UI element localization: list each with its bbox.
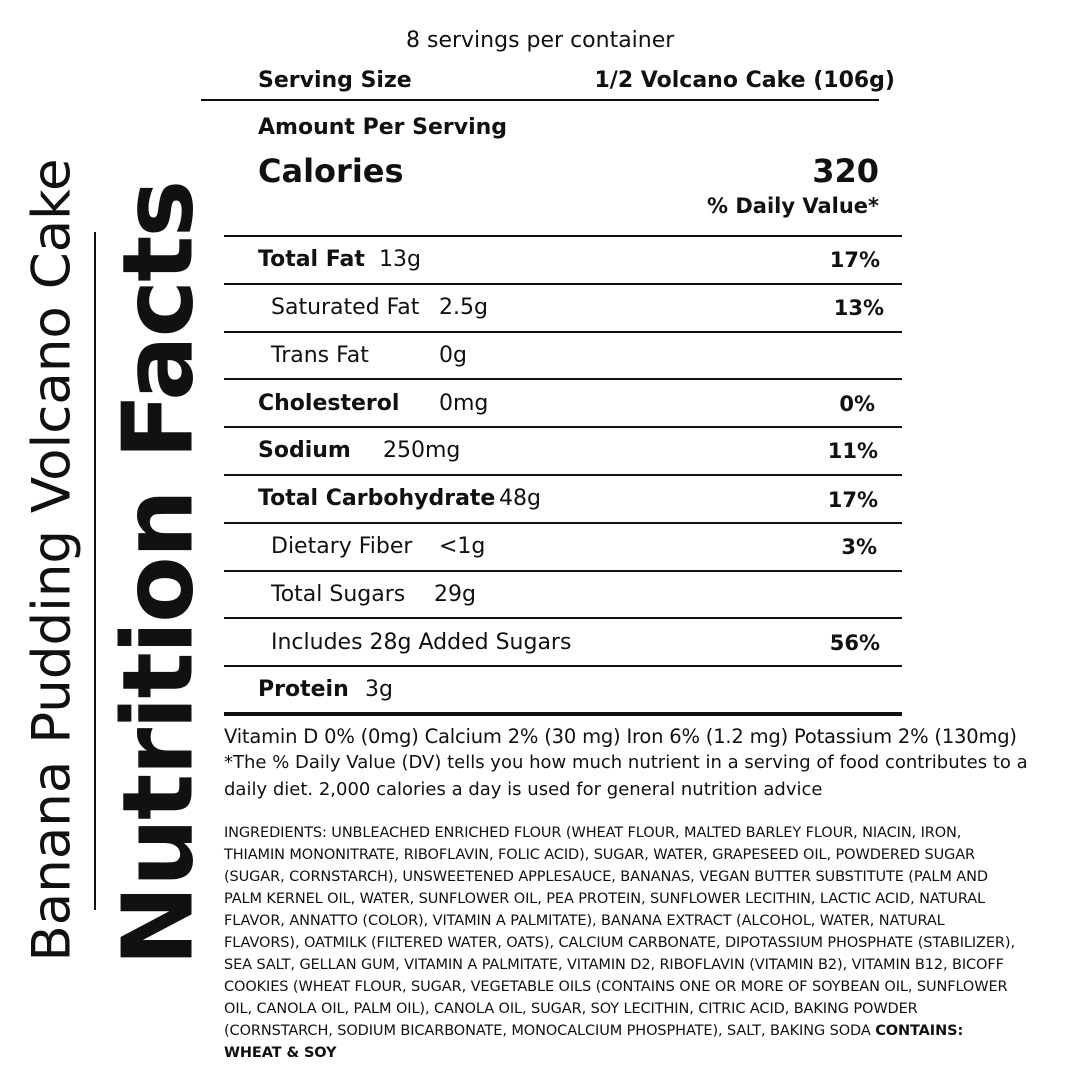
nutrient-daily-value: 0%	[839, 392, 875, 416]
nutrient-daily-value: 56%	[829, 631, 880, 655]
nutrient-daily-value: 3%	[841, 535, 877, 559]
nutrient-name: Trans Fat	[271, 343, 369, 368]
row-rule	[224, 426, 902, 428]
nutrient-daily-value: 13%	[833, 296, 884, 320]
serving-size-label: Serving Size	[258, 68, 412, 93]
row-rule	[224, 570, 902, 572]
daily-value-footnote-line2: daily diet. 2,000 calories a day is used for general nutrition advice	[224, 779, 823, 800]
nutrient-amount: 250mg	[383, 438, 461, 463]
row-rule	[224, 665, 902, 667]
vitamins-minerals: Vitamin D 0% (0mg) Calcium 2% (30 mg) Iron 6% (1.2 mg) Potassium 2% (130mg)	[224, 725, 1017, 748]
nutrient-name: Dietary Fiber	[271, 534, 413, 559]
ingredients-text: INGREDIENTS: UNBLEACHED ENRICHED FLOUR (WHEAT FLOUR, MALTED BARLEY FLOUR, NIACIN, IRON, THIAMIN MONONITRATE, RIBOFLAVIN, FOLIC ACID), SUGAR, WATER, GRAPESEED OIL, POWDERED SUGAR (SUGAR, CORNSTARCH), UNSWEETENED APPLESAUCE, BANANAS, VEGAN BUTTER SUBSTITUTE (PALM AND PALM KERNEL OIL, WATER, SUNFLOWER OIL, PEA PROTEIN, SUNFLOWER LECITHIN, LACTIC ACID, NATURAL FLAVOR, ANNATTO (COLOR), VITAMIN A PALMITATE), BANANA EXTRACT (ALCOHOL, WATER, NATURAL FLAVORS), OATMILK (FILTERED WATER, OATS), CALCIUM CARBONATE, DIPOTASSIUM PHOSPHATE (STABILIZER), SEA SALT, GELLAN GUM, VITAMIN A PALMITATE, VITAMIN D2, RIBOFLAVIN (VITAMIN B2), VITAMIN B12, BICOFF COOKIES (WHEAT FLOUR, SUGAR, VEGETABLE OILS (CONTAINS ONE OR MORE OF SOYBEAN OIL, SUNFLOWER OIL, CANOLA OIL, PALM OIL), CANOLA OIL, SUGAR, SOY LECITHIN, CITRIC ACID, BAKING POWDER (CORNSTARCH, SODIUM BICARBONATE, MONOCALCIUM PHOSPHATE), SALT, BAKING SODA	[224, 825, 1015, 1039]
nutrient-name: Cholesterol	[258, 391, 400, 416]
row-rule	[224, 522, 902, 524]
nutrient-name: Includes 28g Added Sugars	[271, 630, 572, 655]
row-rule	[224, 617, 902, 619]
row-rule	[224, 474, 902, 476]
row-rule	[224, 283, 902, 285]
nutrient-amount: 0g	[439, 343, 467, 368]
nutrition-facts-title: Nutrition Facts	[101, 181, 215, 967]
nutrient-daily-value: 17%	[827, 488, 878, 512]
nutrient-name: Total Fat	[258, 247, 365, 272]
bottom-thick-rule	[224, 712, 902, 716]
calories-label: Calories	[258, 152, 404, 190]
calories-value: 320	[812, 152, 879, 190]
ingredients-list	[224, 822, 1024, 1064]
row-rule	[224, 331, 902, 333]
servings-per-container: 8 servings per container	[406, 28, 675, 53]
nutrient-daily-value: 11%	[827, 439, 878, 463]
allergen-statement: CONTAINS: WHEAT & SOY	[224, 1023, 964, 1061]
nutrient-amount: <1g	[439, 534, 486, 559]
nutrient-amount: 13g	[379, 247, 421, 272]
nutrient-amount: 2.5g	[439, 295, 488, 320]
daily-value-footnote: *The % Daily Value (DV) tells you how much nutrient in a serving of food contributes to a	[224, 752, 1028, 773]
nutrient-name: Sodium	[258, 438, 351, 463]
nutrient-name: Total Sugars	[271, 582, 406, 607]
nutrient-amount: 48g	[499, 486, 541, 511]
nutrient-name: Saturated Fat	[271, 295, 420, 320]
serving-size-rule	[201, 99, 879, 101]
side-divider	[94, 232, 96, 910]
row-rule	[224, 378, 902, 380]
nutrient-daily-value: 17%	[829, 248, 880, 272]
product-name: Banana Pudding Volcano Cake	[21, 158, 83, 962]
nutrient-amount: 0mg	[439, 391, 489, 416]
amount-per-serving: Amount Per Serving	[258, 115, 508, 140]
row-rule	[224, 235, 902, 237]
nutrient-amount: 29g	[434, 582, 476, 607]
daily-value-header: % Daily Value*	[707, 194, 879, 218]
nutrient-name: Protein	[258, 677, 349, 702]
nutrient-name: Total Carbohydrate	[258, 486, 496, 511]
serving-size-value: 1/2 Volcano Cake (106g)	[594, 68, 895, 93]
nutrient-amount: 3g	[365, 677, 393, 702]
